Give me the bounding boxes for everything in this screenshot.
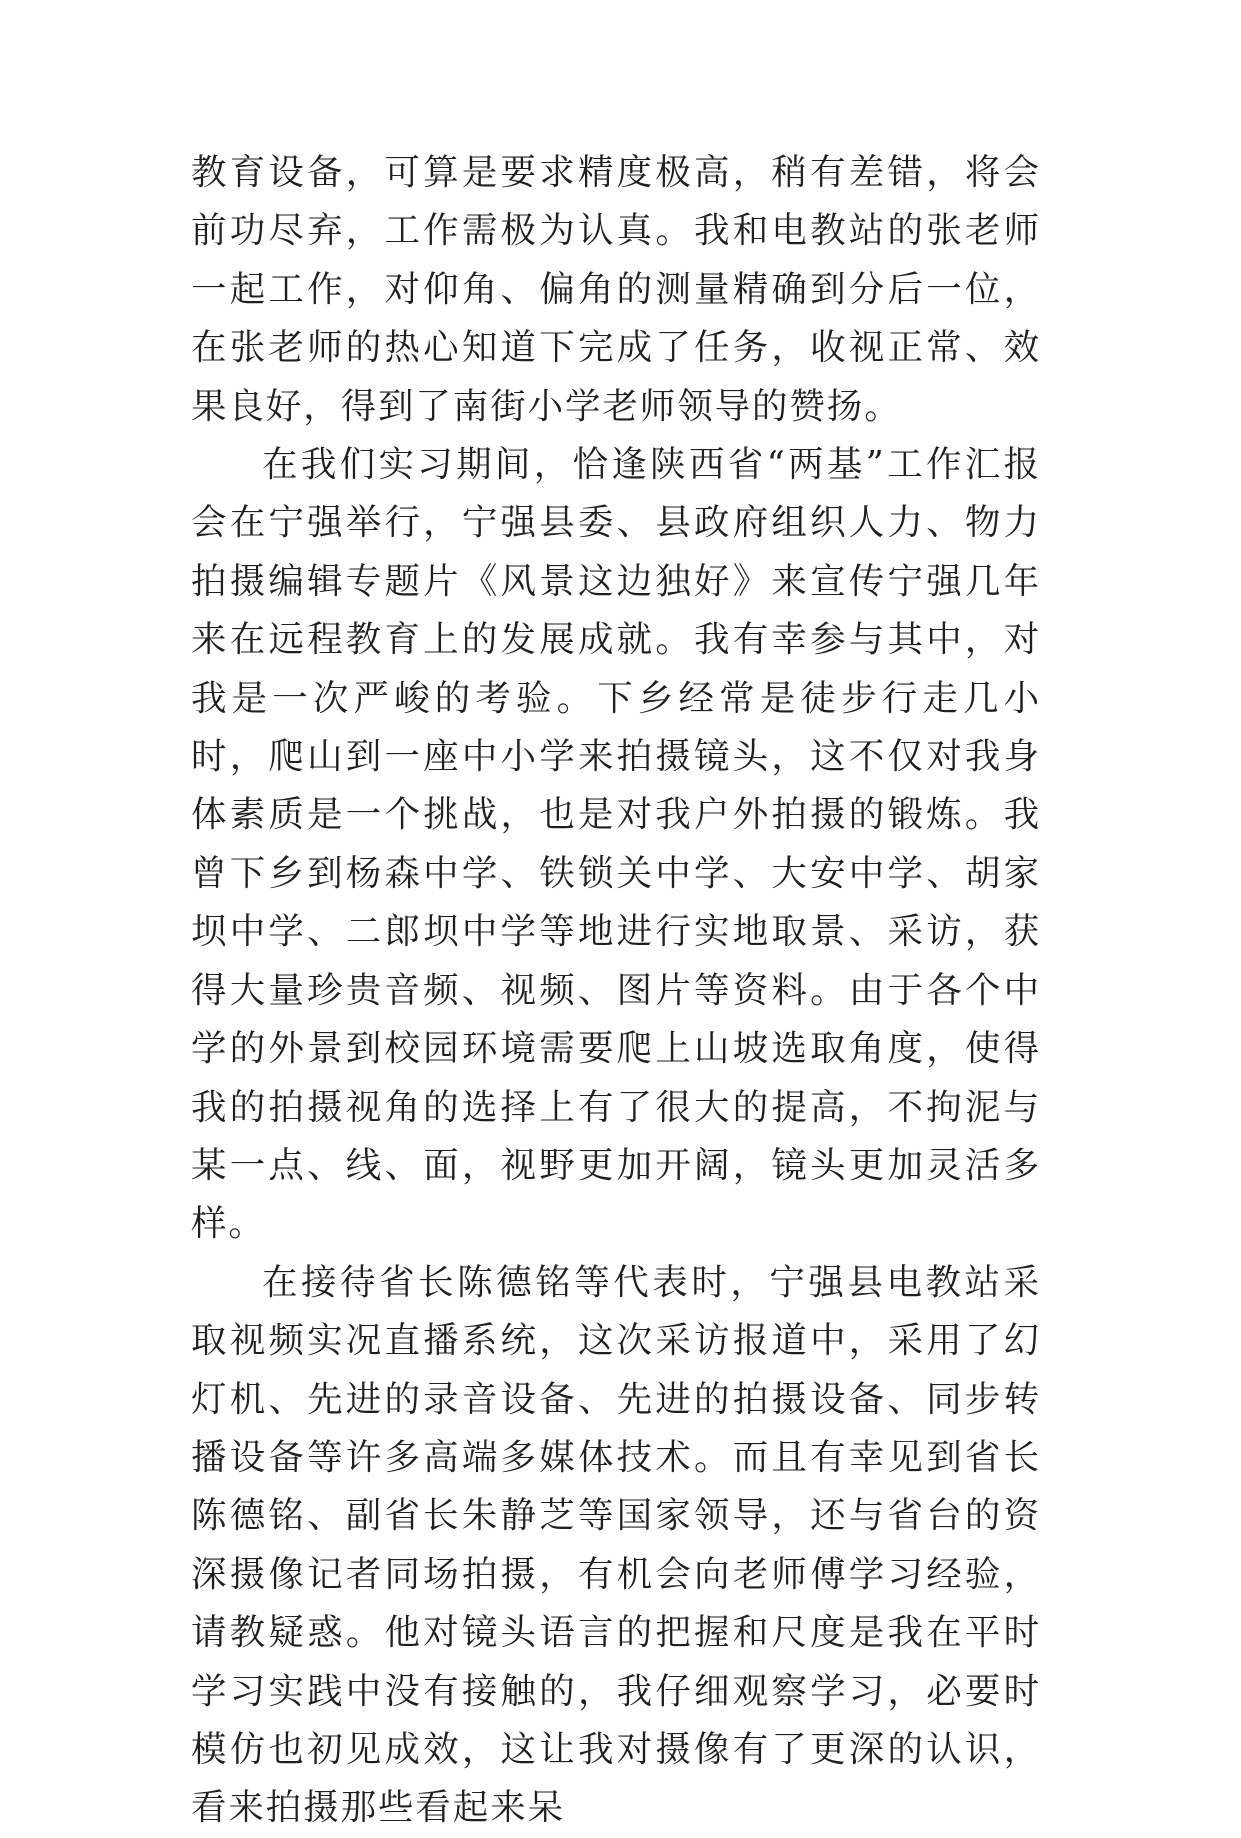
paragraph-1: 教育设备，可算是要求精度极高，稍有差错，将会前功尽弃，工作需极为认真。我和电教站的张老师一起工作，对仰角、偏角的测量精确到分后一位，在张老师的热心知道下完成了任务，收视正常、效果良好，得到了南街小学老师领导的赞扬。 (191, 152, 1041, 427)
paragraph-2: 在我们实习期间，恰逢陕西省“两基”工作汇报会在宁强举行，宁强县委、县政府组织人力、物力拍摄编辑专题片《风景这边独好》来宣传宁强几年来在远程教育上的发展成就。我有幸参与其中，对我是一次严峻的考验。下乡经常是徒步行走几小时，爬山到一座中小学来拍摄镜头，这不仅对我身体素质是一个挑战，也是对我户外拍摄的锻炼。我曾下乡到杨森中学、铁锁关中学、大安中学、胡家坝中学、二郎坝中学等地进行实地取景、采访，获得大量珍贵音频、视频、图片等资料。由于各个中学的外景到校园环境需要爬上山坡选取角度，使得我的拍摄视角的选择上有了很大的提高，不拘泥与某一点、线、面，视野更加开阔，镜头更加灵活多样。 (191, 444, 1041, 1245)
paragraph-3: 在接待省长陈德铭等代表时，宁强县电教站采取视频实况直播系统，这次采访报道中，采用了幻灯机、先进的录音设备、先进的拍摄设备、同步转播设备等许多高端多媒体技术。而且有幸见到省长陈德铭、副省长朱静芝等国家领导，还与省台的资深摄像记者同场拍摄，有机会向老师傅学习经验，请教疑惑。他对镜头语言的把握和尺度是我在平时学习实践中没有接触的，我仔细观察学习，必要时模仿也初见成效，这让我对摄像有了更深的认识，看来拍摄那些看起来呆 (191, 1261, 1041, 1829)
